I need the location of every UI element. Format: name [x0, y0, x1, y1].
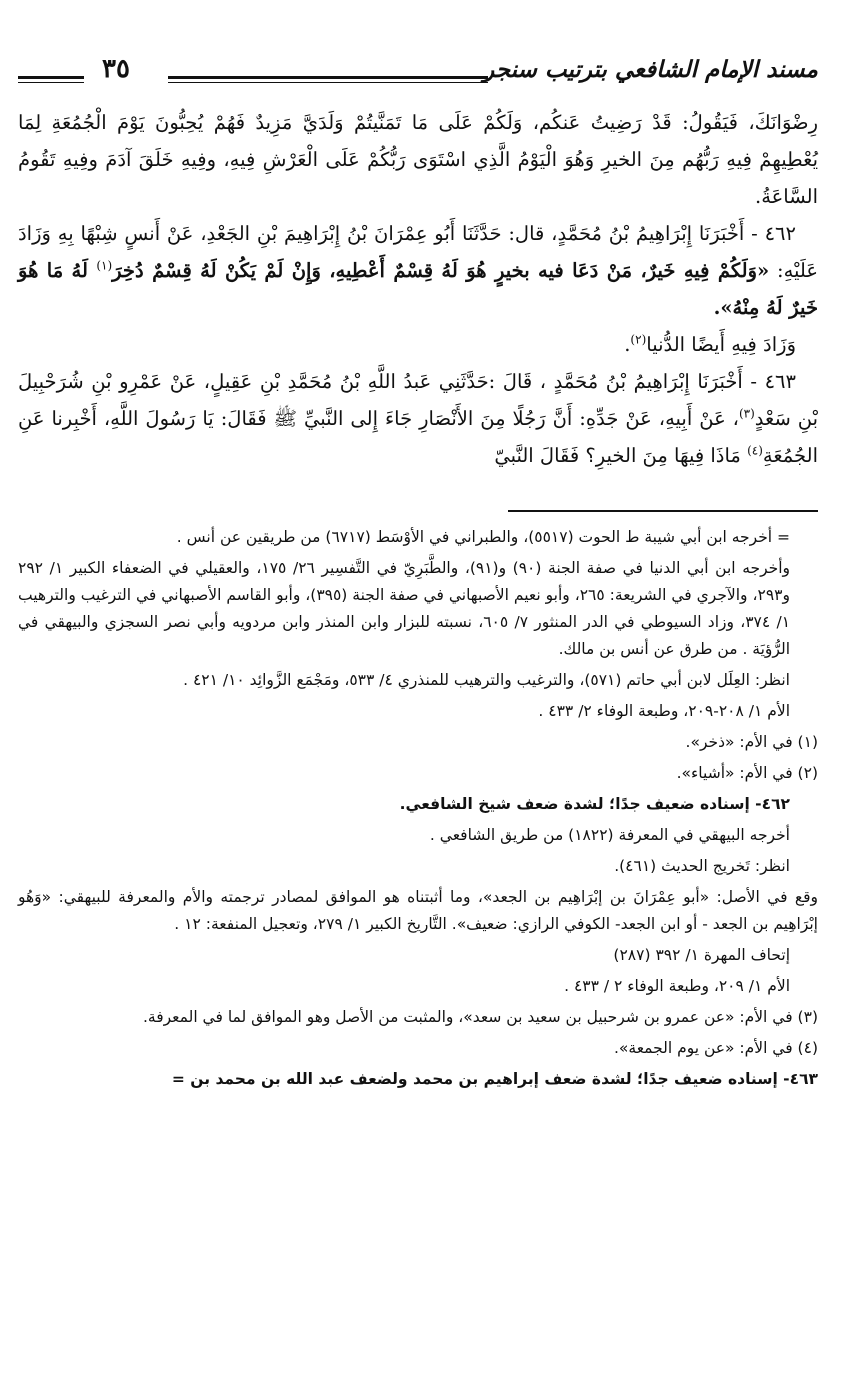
footnote-line: = أخرجه ابن أبي شيبة ط الحوت (٥٥١٧)، والطبراني في الأوْسَط (٦٧١٧) من طريقين عن أنس .: [176, 528, 790, 546]
footnote-ref-4: (٤): [747, 443, 763, 458]
footnote-line: إتحاف المهرة ١/ ٣٩٢ (٢٨٧): [613, 946, 790, 964]
hadith-462-addition: [18, 326, 818, 363]
hadith-463-c: مَاذَا فِيهَا مِنَ الخيرِ؟ فَقَالَ النَّبيّ: [494, 444, 748, 467]
footnote-line: انظر: العِلَل لابن أبي حاتم (٥٧١)، والترغيب والترهيب للمنذري ٤/ ٥٣٣، ومَجْمَع الزَّوائِد ١٠/ ٤٢١ .: [183, 671, 790, 689]
grading-463: ٤٦٣- إسناده ضعيف جدًا؛ لشدة ضعف إبراهيم بن محمد ولضعف عبد الله بن محمد بن =: [171, 1070, 818, 1088]
hadith-463-b: ، عَنْ أَبِيهِ، عَنْ جَدِّهِ: أَنَّ رَجُلًا مِنَ الأَنْصَارِ جَاءَ إِلى النَّبيِّ ﷺ فَقَالَ: يَا رَسُولَ اللَّهِ، أَخْبِرنا عَنِ الجُمُعَةِ: [18, 407, 818, 467]
footnote-ref-3: (٣): [738, 406, 755, 421]
hadith-462: [18, 215, 818, 326]
footnote-line: انظر: تَخريج الحديث (٤٦١).: [614, 857, 790, 875]
footnote-line: الأم ١/ ٢٠٩، وطبعة الوفاء ٢ / ٤٣٣ .: [564, 977, 790, 995]
main-text: [18, 104, 818, 474]
header-rule-left: [18, 76, 84, 83]
footnote-line: وأخرجه ابن أبي الدنيا في صفة الجنة (٩٠) و(٩١)، والطَّبَرِيّ في التَّفسِير ٢٦/ ١٧٥، والعقيلي في الضعفاء الكبير ١/ ٢٩٢ و٢٩٣، والآجري في الشريعة: ٢٦٥، وأبو نعيم الأصبهاني في صفة الجنة (٣٩٥)، وأبو القاسم الأصبهاني في الترغيب والترهيب ١/ ٣٧٤، وزاد السيوطي في الدر المنثور ٧/ ٦٠٥، نسبته للبزار وابن المنذر وابن مردويه وأبي نصر السجزي والبيهقي في الرُّؤيَة . من طرق عن أنس بن مالك.: [18, 559, 791, 658]
footnote-note-4: (٤) في الأم: «عن يوم الجمعة».: [613, 1039, 818, 1057]
footnote-note-3: (٣) في الأم: «عن عمرو بن شرحبيل بن سعيد بن سعد»، والمثبت من الأصل وهو الموافق لما في المعرفة.: [142, 1008, 818, 1026]
paragraph-continuation: رِضْوَانَكَ، فَيَقُولُ: قَدْ رَضِيتُ عَنكُم، وَلَكُمْ عَلَى مَا تَمَنَّيتُمْ وَلَدَيَّ مَزِيدٌ فَهُمْ يُحِبُّونَ يَوْمَ الْجُمُعَةِ لِمَا يُعْطِيهِمْ فِيهِ رَبُّهُم مِنَ الخيرِ وَهُوَ الْيَوْمُ الَّذِي اسْتَوَى رَبُّكُمْ عَلَى الْعَرْشِ فِيهِ، وفِيهِ خَلَقَ آدَمَ وفِيهِ تَقُومُ السَّاعَةُ.: [18, 111, 818, 208]
book-title: مسند الإمام الشافعي بترتيب سنجر: [483, 56, 818, 83]
hadith-463: [18, 363, 818, 474]
footnote-separator: [508, 510, 818, 512]
book-page: [18, 50, 818, 1370]
header-rule-right: [168, 76, 488, 83]
footnote-ref-1: (١): [96, 258, 113, 273]
addition-end: .: [624, 333, 631, 356]
grading-462: ٤٦٢- إسناده ضعيف جدًا؛ لشدة ضعف شيخ الشافعي.: [399, 795, 790, 813]
footnotes: [18, 524, 818, 1093]
footnote-line: الأم ١/ ٢٠٨-٢٠٩، وطبعة الوفاء ٢/ ٤٣٣ .: [538, 702, 790, 720]
hadith-462-matn-b: لَهُ مَا هُوَ خَيرٌ لَهُ مِنْهُ».: [18, 259, 818, 319]
running-header: [18, 50, 818, 100]
footnote-note-1: (١) في الأم: «ذخر».: [685, 733, 818, 751]
hadith-463-a: ٤٦٣ - أَخْبَرَنَا إِبْرَاهِيمُ بْنُ مُحَمَّدٍ ، قَالَ :حَدَّثَنِي عَبدُ اللَّهِ بْنُ مُحَمَّدِ بْنِ عَقِيلٍ، عَنْ عَمْرِو بْنِ شُرَحْبِيلَ بْنِ سَعْدٍ: [18, 370, 819, 430]
hadith-462-matn-a: «وَلَكُمْ فِيهِ خَيرٌ، مَنْ دَعَا فيه بخيرٍ هُوَ لَهُ قِسْمٌ أَعْطِيهِ، وَإِنْ لَمْ يَكُنْ لَهُ قِسْمٌ دُخِرَ: [112, 259, 770, 282]
footnote-line: أخرجه البيهقي في المعرفة (١٨٢٢) من طريق الشافعي .: [429, 826, 790, 844]
page-number: ٣٥: [102, 54, 130, 84]
footnote-line: وقع في الأصل: «أبو عِمْرَانَ بن إبْرَاهِيم بن الجعد»، وما أثبتناه هو الموافق لمصادر ترجمته والأم والمعرفة للبيهقي: «وَهُو إبْرَاهِيم بن الجعد - أو ابن الجعد- الكوفي الرازي: ضعيف». التَّاريخ الكبير ١/ ٢٧٩، وتعجيل المنفعة: ١٢ .: [18, 888, 818, 933]
footnote-ref-2: (٢): [630, 332, 647, 347]
footnote-note-2: (٢) في الأم: «أشياء».: [676, 764, 818, 782]
hadith-462-chain: ٤٦٢ - أَخْبَرَنَا إِبْرَاهِيمُ بْنُ مُحَمَّدٍ، قال: حَدَّثَنَا أَبُو عِمْرَانَ بْنُ إِبْرَاهِيمَ بْنِ الجَعْدِ، عَنْ أَنسٍ شِبْهًا بِهِ وَزَادَ عَلَيْهِ:: [18, 222, 818, 282]
addition-text: وَزَادَ فِيهِ أَيضًا الدُّنيا: [646, 333, 796, 356]
